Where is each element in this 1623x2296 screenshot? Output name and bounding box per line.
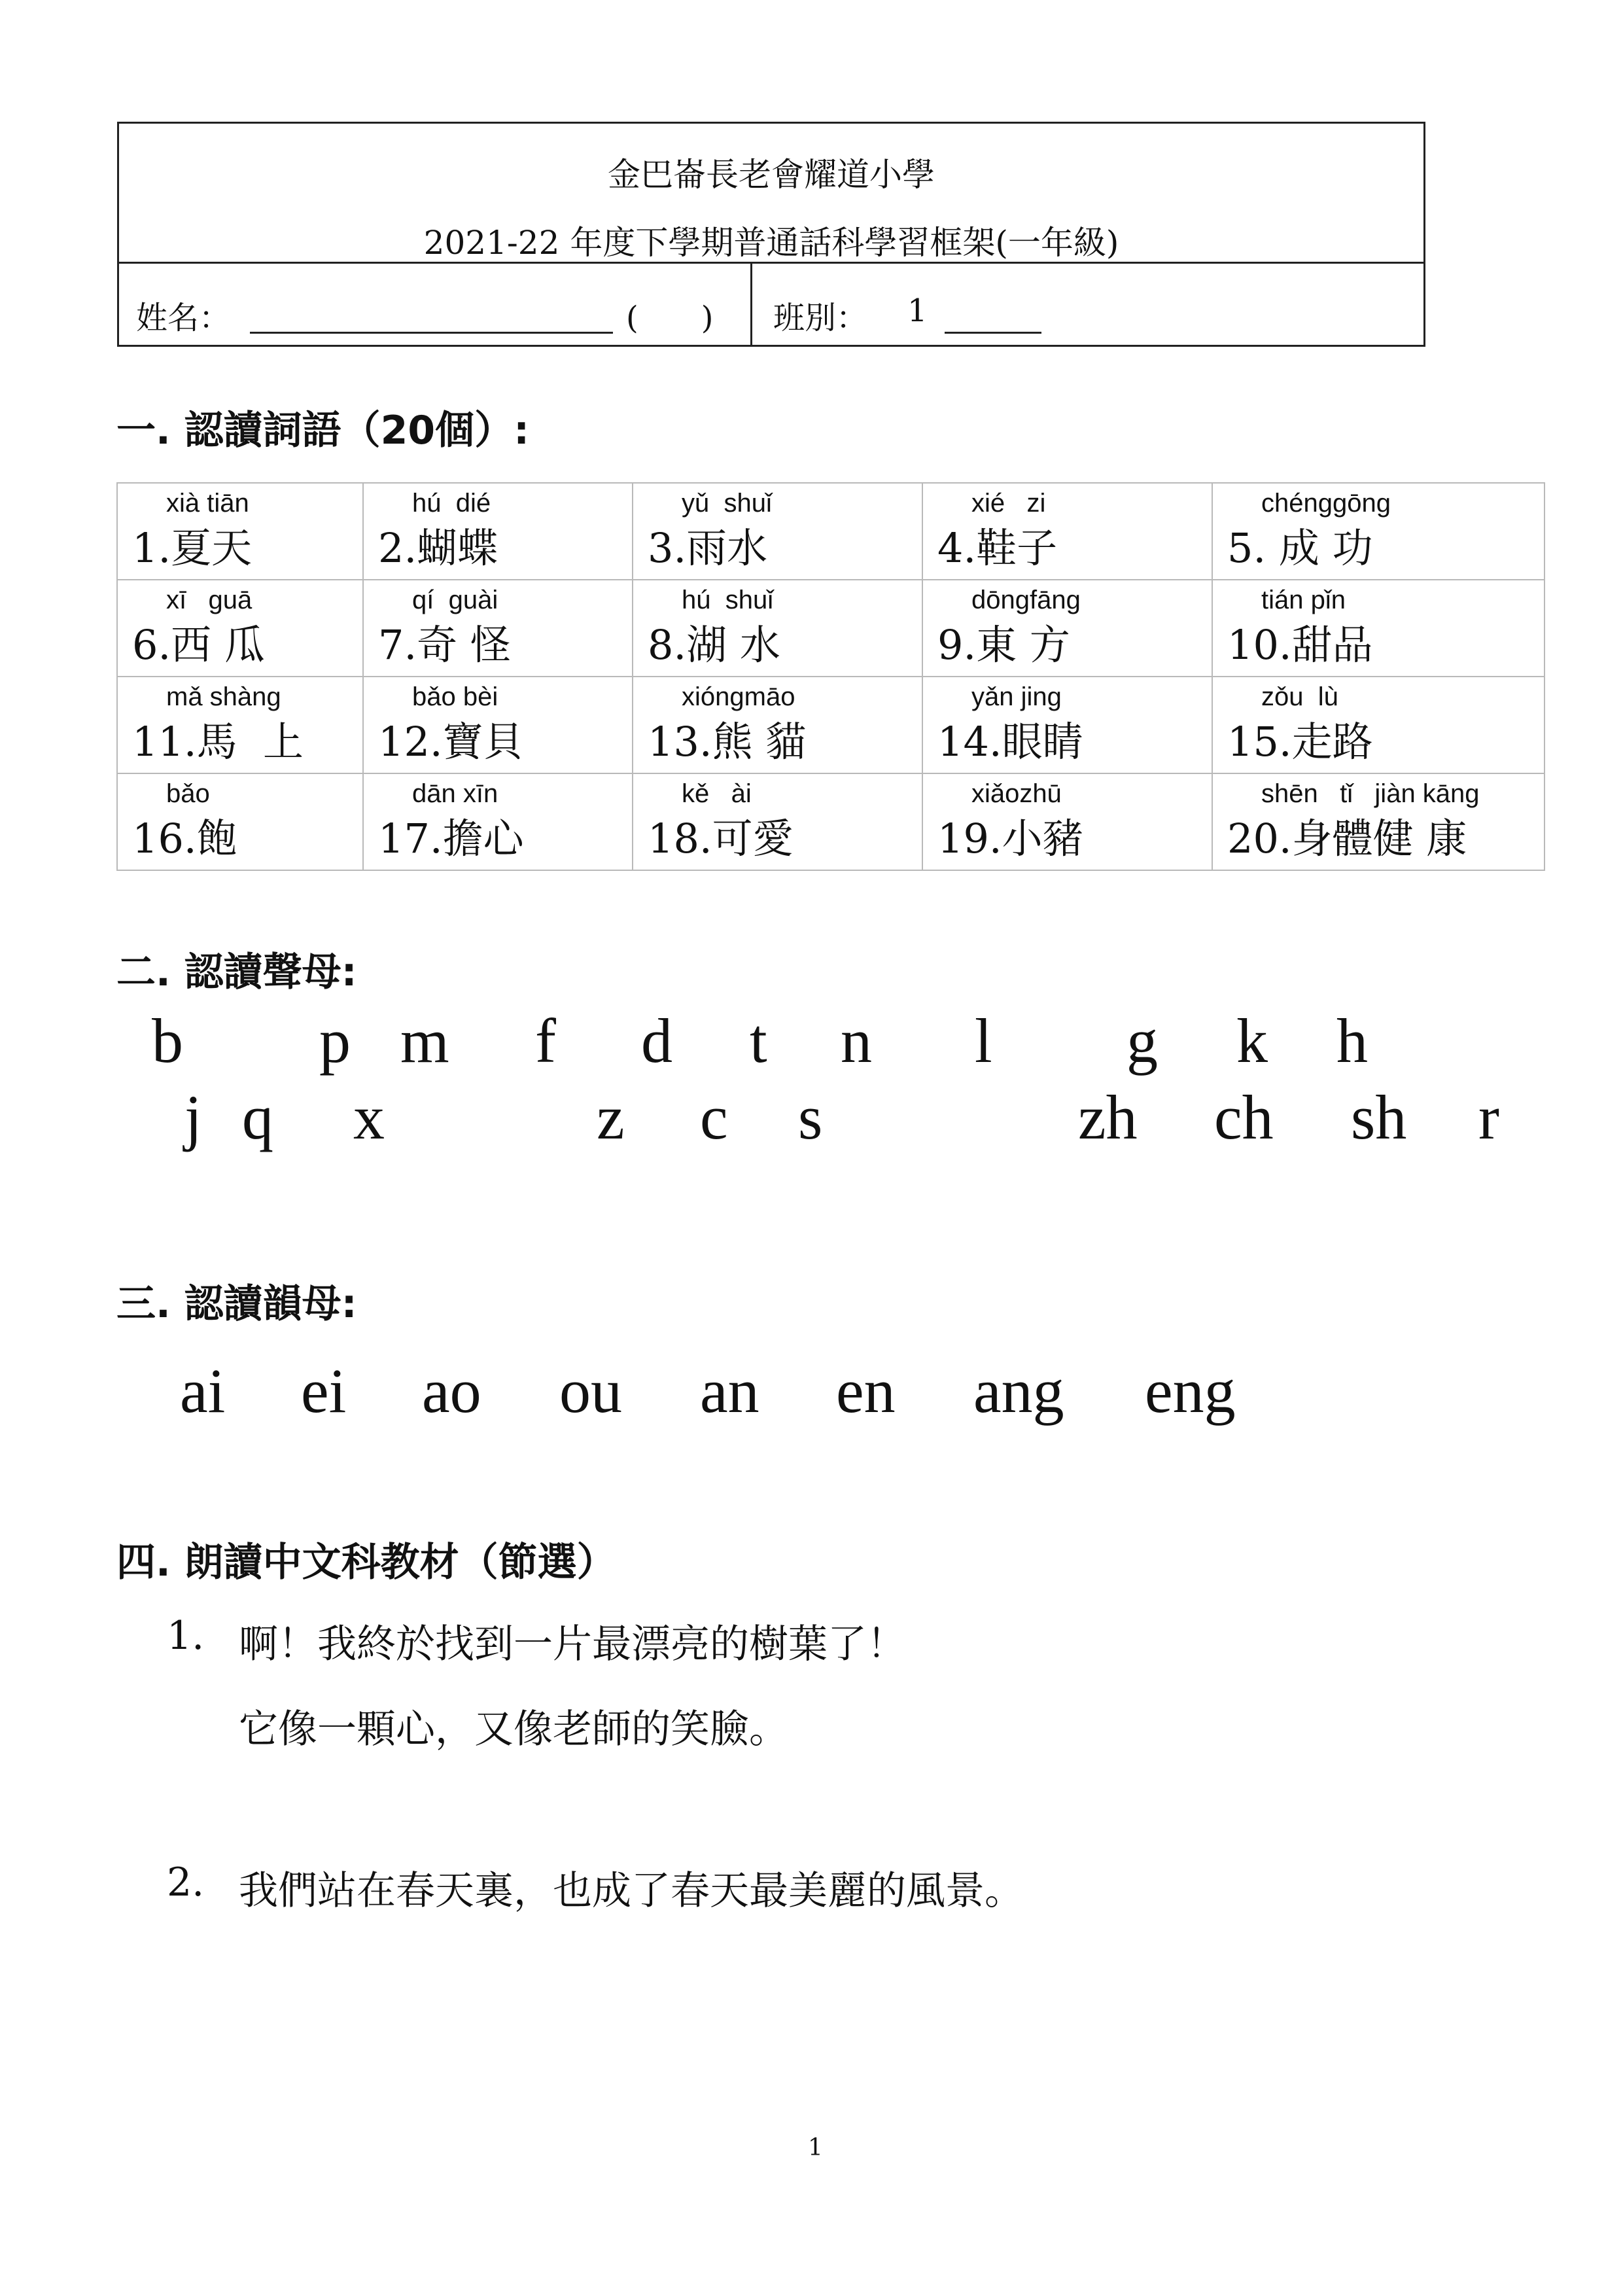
word: 2.蝴蝶 bbox=[378, 524, 498, 572]
word: 4.鞋子 bbox=[937, 524, 1058, 572]
pinyin: yǔ shuǐ bbox=[682, 489, 772, 518]
pinyin: bǎo bbox=[166, 779, 210, 808]
initial: s bbox=[798, 1082, 823, 1152]
word: 6.西 瓜 bbox=[132, 621, 265, 669]
vocab-cell bbox=[363, 677, 633, 773]
pinyin: yǎn jing bbox=[971, 682, 1062, 711]
pinyin: tián pǐn bbox=[1261, 586, 1346, 614]
pinyin: kě ài bbox=[682, 779, 752, 808]
table-row bbox=[117, 483, 1544, 580]
name-label: 姓名： bbox=[136, 300, 231, 336]
pinyin: xià tiān bbox=[166, 489, 249, 518]
word: 14.眼睛 bbox=[937, 718, 1083, 766]
word: 3.雨水 bbox=[648, 524, 768, 572]
word: 19.小豬 bbox=[937, 815, 1083, 862]
reading-line: 啊！我終於找到一片最漂亮的樹葉了！ bbox=[239, 1621, 906, 1667]
class-label: 班別： bbox=[773, 300, 868, 336]
pinyin: hú shuǐ bbox=[682, 586, 774, 614]
initial: x bbox=[353, 1082, 385, 1152]
word: 1.夏天 bbox=[132, 524, 253, 572]
final: ei bbox=[301, 1356, 347, 1426]
vocab-cell bbox=[363, 483, 633, 580]
vocab-cell bbox=[117, 483, 363, 580]
final: an bbox=[700, 1356, 759, 1426]
table-row bbox=[117, 580, 1544, 677]
class-field[interactable] bbox=[945, 332, 1041, 334]
pinyin: xié zi bbox=[971, 489, 1046, 518]
word: 9.東 方 bbox=[937, 621, 1070, 669]
reading-line: 它像一顆心，又像老師的笑臉。 bbox=[239, 1706, 788, 1752]
word: 17.擔心 bbox=[378, 815, 524, 862]
pinyin: qí guài bbox=[412, 586, 498, 614]
header-mid-divider bbox=[750, 262, 752, 347]
reading-line: 我們站在春天裏，也成了春天最美麗的風景。 bbox=[239, 1868, 1024, 1914]
word: 18.可愛 bbox=[648, 815, 794, 862]
pinyin: hú dié bbox=[412, 489, 491, 518]
initial: k bbox=[1236, 1006, 1268, 1076]
initial: r bbox=[1478, 1082, 1499, 1152]
initial: j bbox=[184, 1082, 202, 1152]
section-title-initials: 二. 認讀聲母: bbox=[116, 949, 357, 995]
vocab-cell bbox=[1212, 580, 1544, 677]
initial: ch bbox=[1214, 1082, 1274, 1152]
pinyin: dōngfāng bbox=[971, 586, 1081, 614]
initial: c bbox=[700, 1082, 728, 1152]
final: en bbox=[836, 1356, 896, 1426]
final: eng bbox=[1145, 1356, 1236, 1426]
header-divider bbox=[119, 262, 1423, 264]
table-row bbox=[117, 773, 1544, 870]
initial: p bbox=[319, 1006, 351, 1076]
initial: m bbox=[400, 1006, 449, 1076]
word: 13.熊 貓 bbox=[648, 718, 807, 766]
pinyin: bǎo bèi bbox=[412, 682, 498, 711]
final: ou bbox=[559, 1356, 622, 1426]
word: 15.走路 bbox=[1227, 718, 1373, 766]
final: ang bbox=[973, 1356, 1064, 1426]
class-value: 1 bbox=[907, 292, 928, 329]
initial: t bbox=[750, 1006, 767, 1076]
pinyin: xióngmāo bbox=[682, 682, 795, 711]
initial: f bbox=[535, 1006, 556, 1076]
header-box bbox=[117, 122, 1425, 347]
school-name: 金巴崙長老會耀道小學 bbox=[608, 156, 935, 194]
pinyin: zǒu lù bbox=[1261, 682, 1338, 711]
pinyin: shēn tǐ jiàn kāng bbox=[1261, 779, 1480, 808]
initial: g bbox=[1126, 1006, 1158, 1076]
section-title-finals: 三. 認讀韻母: bbox=[116, 1281, 357, 1327]
word: 8.湖 水 bbox=[648, 621, 780, 669]
vocab-cell bbox=[922, 580, 1212, 677]
initial: z bbox=[597, 1082, 625, 1152]
pinyin: mǎ shàng bbox=[166, 682, 281, 711]
course-title: 2021-22 年度下學期普通話科學習框架(一年級) bbox=[423, 224, 1119, 262]
initial: zh bbox=[1078, 1082, 1138, 1152]
name-field[interactable] bbox=[250, 332, 613, 334]
vocab-cell bbox=[633, 677, 922, 773]
vocab-cell bbox=[117, 677, 363, 773]
pinyin: xiǎozhū bbox=[971, 779, 1062, 808]
vocab-cell bbox=[363, 773, 633, 870]
reading-item-number: 2. bbox=[167, 1860, 205, 1905]
word: 10.甜品 bbox=[1227, 621, 1373, 669]
vocab-cell bbox=[363, 580, 633, 677]
word: 7.奇 怪 bbox=[378, 621, 511, 669]
initial: n bbox=[841, 1006, 872, 1076]
pinyin: xī guā bbox=[166, 586, 253, 614]
final: ai bbox=[180, 1356, 226, 1426]
word: 5. 成 功 bbox=[1227, 524, 1373, 572]
word: 12.寶貝 bbox=[378, 718, 524, 766]
vocab-cell bbox=[117, 580, 363, 677]
initial: l bbox=[975, 1006, 992, 1076]
class-number-field[interactable]: ( ) bbox=[626, 300, 714, 336]
section-title-reading: 四. 朗讀中文科教材（節選） bbox=[116, 1540, 616, 1585]
pinyin: dān xīn bbox=[412, 779, 498, 808]
vocab-cell bbox=[633, 580, 922, 677]
vocab-table bbox=[116, 482, 1545, 871]
initial: h bbox=[1336, 1006, 1368, 1076]
reading-item-number: 1. bbox=[167, 1613, 205, 1659]
word: 11.馬 上 bbox=[132, 718, 304, 766]
word: 16.飽 bbox=[132, 815, 237, 862]
initial: sh bbox=[1351, 1082, 1407, 1152]
vocab-cell bbox=[1212, 483, 1544, 580]
initial: d bbox=[641, 1006, 672, 1076]
table-row bbox=[117, 677, 1544, 773]
final: ao bbox=[422, 1356, 481, 1426]
vocab-cell bbox=[1212, 677, 1544, 773]
initial: b bbox=[152, 1006, 183, 1076]
section-title-vocabulary: 一. 認讀詞語（20個）: bbox=[116, 408, 530, 453]
vocab-cell bbox=[922, 677, 1212, 773]
page-number: 1 bbox=[808, 2134, 823, 2161]
pinyin: chénggōng bbox=[1261, 489, 1391, 518]
vocab-cell bbox=[922, 773, 1212, 870]
word: 20.身體健 康 bbox=[1227, 815, 1467, 862]
vocab-cell bbox=[117, 773, 363, 870]
vocab-cell bbox=[922, 483, 1212, 580]
vocab-cell bbox=[633, 773, 922, 870]
initial: q bbox=[242, 1082, 273, 1152]
vocab-cell bbox=[633, 483, 922, 580]
vocab-cell bbox=[1212, 773, 1544, 870]
